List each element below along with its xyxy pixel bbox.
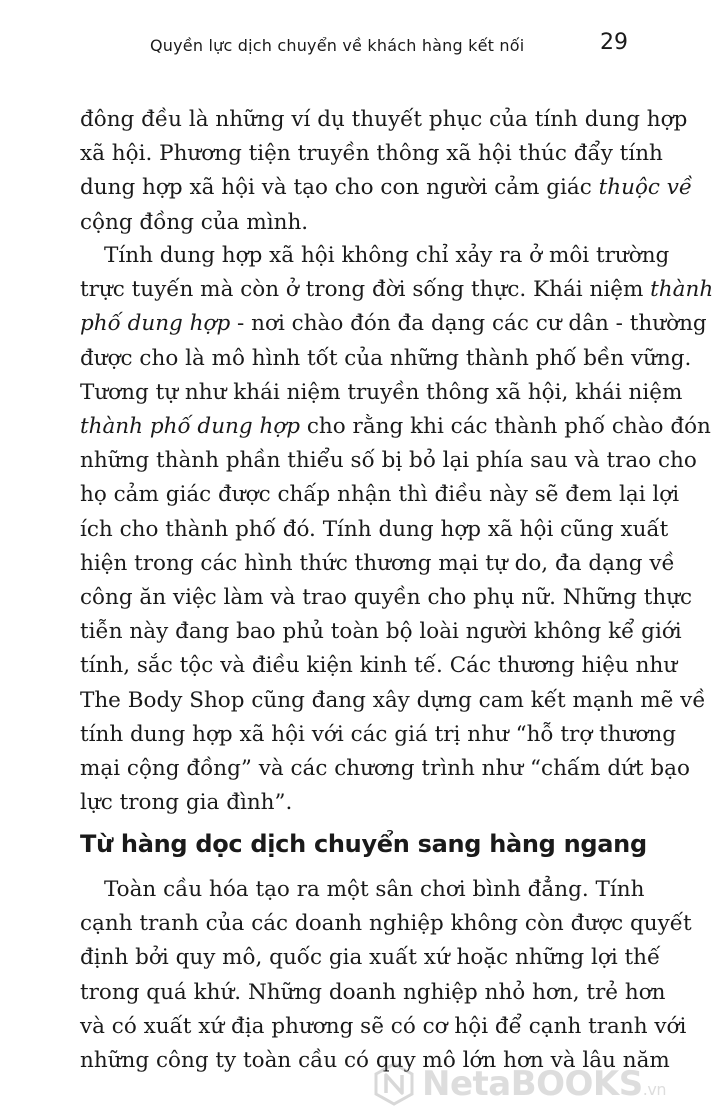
running-head xyxy=(0,30,700,66)
italic-term: thành xyxy=(650,277,713,303)
text-line: tính, sắc tộc và điều kiện kinh tế. Các thương hiệu như xyxy=(80,653,678,679)
text-line: The Body Shop cũng đang xây dựng cam kết mạnh mẽ về xyxy=(80,687,706,713)
text-line: dung hợp xã hội và tạo cho con người cảm giác thuộc về xyxy=(80,175,693,201)
watermark-domain-suffix: .vn xyxy=(642,1080,666,1099)
publisher-watermark xyxy=(372,1060,692,1110)
text-line: cạnh tranh của các doanh nghiệp không còn được quyết xyxy=(80,911,692,937)
text-line: mại cộng đồng” và các chương trình như “chấm dứt bạo xyxy=(80,756,690,781)
text-line: họ cảm giác được chấp nhận thì điều này sẽ đem lại lợi xyxy=(80,482,680,508)
page-number: 29 xyxy=(600,30,628,55)
text-line: trong quá khứ. Những doanh nghiệp nhỏ hơn, trẻ hơn xyxy=(80,979,666,1005)
text-line: cộng đồng của mình. xyxy=(80,209,309,235)
text-line: xã hội. Phương tiện truyền thông xã hội thúc đẩy tính xyxy=(80,141,663,167)
italic-term: thành phố dung hợp xyxy=(80,414,301,439)
text-line: Toàn cầu hóa tạo ra một sân chơi bình đẳng. Tính xyxy=(104,877,645,902)
text-line: và có xuất xứ địa phương sẽ có cơ hội để cạnh tranh với xyxy=(80,1013,687,1039)
text-line: đông đều là những ví dụ thuyết phục của tính dung hợp xyxy=(80,107,688,132)
italic-term: phố dung hợp xyxy=(80,311,231,337)
watermark-brand: NetaBOOKS.vn xyxy=(422,1064,666,1104)
text-line: công ăn việc làm và trao quyền cho phụ nữ. Những thực xyxy=(80,585,693,610)
text-line: tính dung hợp xã hội với các giá trị như “hỗ trợ thương xyxy=(80,721,677,747)
text-line: những công ty toàn cầu có quy mô lớn hơn và lâu năm xyxy=(80,1048,670,1073)
text-line: định bởi quy mô, quốc gia xuất xứ hoặc những lợi thế xyxy=(80,945,661,971)
text-line: được cho là mô hình tốt của những thành phố bền vững. xyxy=(80,345,692,371)
text-line: phố dung hợp - nơi chào đón đa dạng các cư dân - thường xyxy=(80,311,707,337)
text-line: Tương tự như khái niệm truyền thông xã hội, khái niệm xyxy=(80,379,683,405)
text-line: tiễn này đang bao phủ toàn bộ loài người không kể giới xyxy=(80,619,682,645)
text-line: hiện trong các hình thức thương mại tự do, đa dạng về xyxy=(80,550,675,576)
running-head-title: Quyền lực dịch chuyển về khách hàng kết nối xyxy=(150,36,525,55)
text-line: trực tuyến mà còn ở trong đời sống thực. Khái niệm thành xyxy=(80,277,713,303)
text-line: lực trong gia đình”. xyxy=(80,790,293,816)
netabooks-logo-icon xyxy=(372,1062,416,1106)
text-line: Tính dung hợp xã hội không chỉ xảy ra ở môi trường xyxy=(104,243,670,268)
text-line: ích cho thành phố đó. Tính dung hợp xã hội cũng xuất xyxy=(80,516,669,542)
section-heading: Từ hàng dọc dịch chuyển sang hàng ngang xyxy=(80,830,647,858)
text-line: những thành phần thiểu số bị bỏ lại phía sau và trao cho xyxy=(80,448,697,474)
text-line: thành phố dung hợp cho rằng khi các thành phố chào đón xyxy=(80,414,711,439)
italic-term: thuộc về xyxy=(598,175,693,201)
